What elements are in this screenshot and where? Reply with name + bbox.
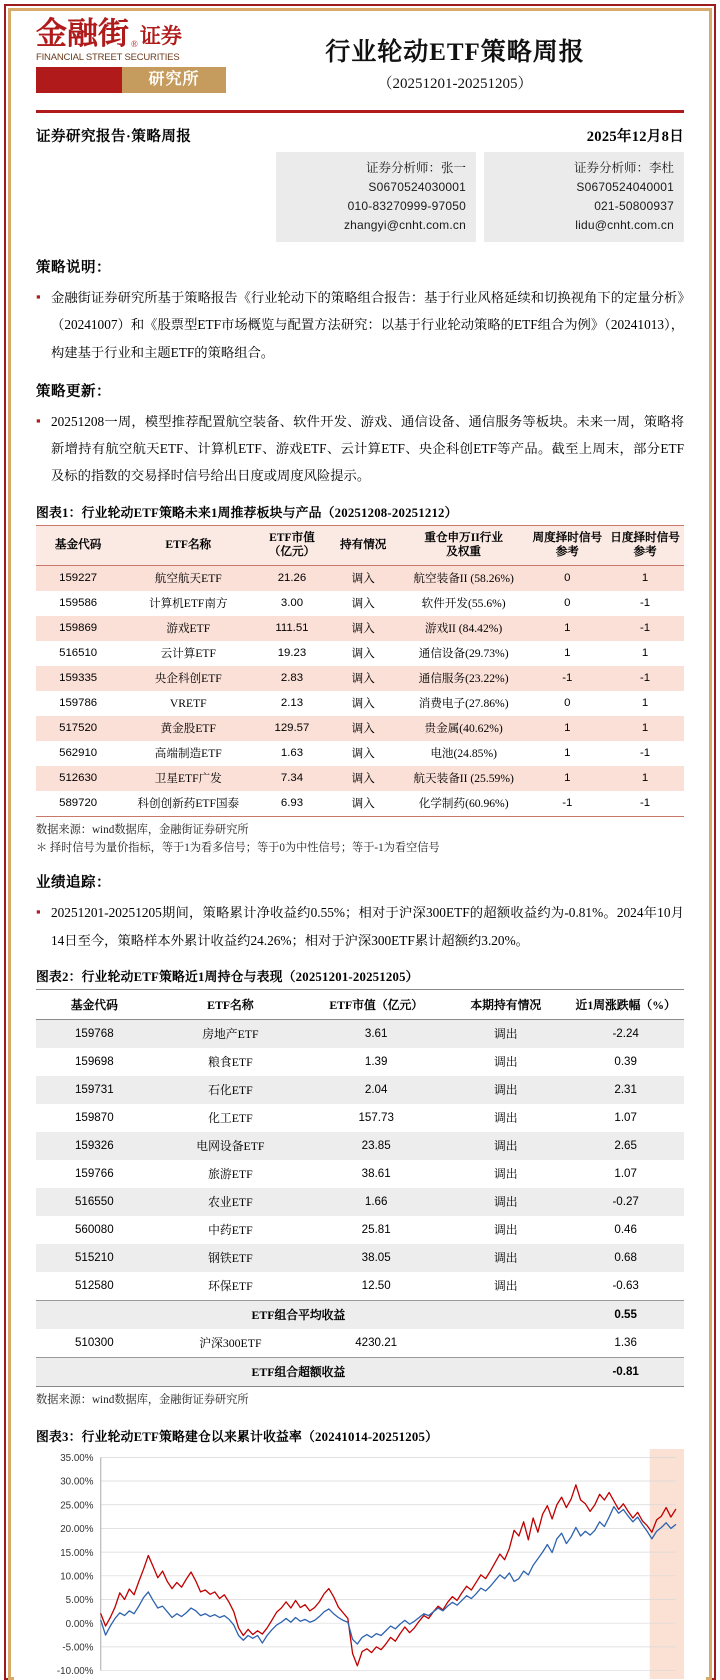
figure2-cell-holding-status: 调出 bbox=[444, 1076, 567, 1104]
figure1-cell-etf-name: 科创创新药ETF国泰 bbox=[120, 791, 256, 817]
figure1-cell-holding-status: 调入 bbox=[351, 747, 375, 761]
table-row bbox=[36, 1160, 684, 1188]
figure1-cell-fund-code: 159786 bbox=[59, 697, 98, 710]
figure1-cell-holding-status: 调入 bbox=[328, 565, 399, 591]
figure1-cell-daily-signal: -1 bbox=[606, 666, 684, 691]
figure2-avg-label: ETF组合平均收益 bbox=[153, 1300, 445, 1329]
chart-ytick-label: 0.00% bbox=[65, 1618, 94, 1630]
chart-ytick-label: 30.00% bbox=[60, 1476, 94, 1488]
table-row bbox=[36, 716, 684, 741]
figure2-cell-market-value: 1.66 bbox=[308, 1188, 444, 1216]
figure1-cell-daily-signal: -1 bbox=[606, 616, 684, 641]
figure1-table-head bbox=[36, 525, 684, 565]
figure2-cell-holding-status: 调出 bbox=[444, 1244, 567, 1272]
figure2-cell-weekly-change: 0.39 bbox=[614, 1055, 637, 1069]
logo-red-block bbox=[36, 67, 122, 93]
figure1-cell-daily-signal: 1 bbox=[641, 647, 649, 660]
figure2-average-return-row bbox=[36, 1300, 684, 1329]
figure2-table-head bbox=[36, 989, 684, 1019]
table-row bbox=[36, 766, 684, 791]
figure1-cell-top-industry: 消费电子(27.86%) bbox=[418, 697, 509, 711]
figure2-col-market-value: ETF市值（亿元） bbox=[308, 989, 444, 1019]
figure1-cell-daily-signal: 1 bbox=[606, 766, 684, 791]
figure2-benchmark-fund-code: 510300 bbox=[74, 1336, 114, 1350]
figure2-cell-weekly-change: -0.27 bbox=[567, 1188, 684, 1216]
figure2-cell-market-value: 25.81 bbox=[361, 1223, 391, 1237]
figure2-cell-etf-name: 中药ETF bbox=[208, 1223, 253, 1238]
figure2-cell-market-value: 3.61 bbox=[308, 1019, 444, 1048]
figure3-chart bbox=[36, 1449, 684, 1679]
figure1-cell-fund-code: 159335 bbox=[36, 666, 120, 691]
figure1-cell-weekly-signal: -1 bbox=[528, 791, 606, 817]
figure1-cell-top-industry: 化学制药(60.96%) bbox=[399, 791, 529, 817]
figure1-cell-holding-status: 调入 bbox=[328, 616, 399, 641]
figure1-cell-fund-code: 159869 bbox=[36, 616, 120, 641]
figure1-cell-top-industry: 通信服务(23.22%) bbox=[399, 666, 529, 691]
figure2-cell-market-value: 23.85 bbox=[308, 1132, 444, 1160]
figure2-cell-fund-code: 159766 bbox=[74, 1167, 114, 1181]
bullet-dot-icon: ▪ bbox=[36, 904, 41, 920]
figure1-cell-etf-name: 云计算ETF bbox=[160, 647, 216, 661]
figure2-cell-market-value: 38.05 bbox=[308, 1244, 444, 1272]
figure2-col-holding: 本期持有情况 bbox=[444, 989, 567, 1019]
figure1-cell-fund-code: 159227 bbox=[36, 565, 120, 591]
logo-chinese-name: 金融街 bbox=[36, 16, 129, 51]
figure2-cell-etf-name: 电网设备ETF bbox=[153, 1132, 309, 1160]
figure1-cell-market-value: 3.00 bbox=[280, 597, 304, 610]
strategy-update-text: 20251208一周，模型推荐配置航空装备、软件开发、游戏、通信设备、通信服务等板块。未来一周，策略将新增持有航空航天ETF、计算机ETF、游戏ETF、云计算ETF、央企科创ETF等产品。截至上周末，部分ETF及标的指数的交易择时信号给出日度或周度风险提示。 bbox=[51, 413, 684, 484]
figure1-cell-holding-status: 调入 bbox=[328, 766, 399, 791]
figure1-cell-weekly-signal: 1 bbox=[528, 716, 606, 741]
table-row bbox=[36, 616, 684, 641]
figure1-col-daily-signal: 日度择时信号 参考 bbox=[606, 525, 684, 565]
figure2-cell-etf-name: 农业ETF bbox=[153, 1188, 309, 1216]
figure2-cell-fund-code: 159731 bbox=[36, 1076, 153, 1104]
figure1-cell-etf-name: 高端制造ETF bbox=[154, 747, 222, 761]
table-row bbox=[36, 1244, 684, 1272]
figure2-excess-label: ETF组合超额收益 bbox=[153, 1357, 445, 1386]
figure2-header-row bbox=[36, 989, 684, 1019]
report-meta-row bbox=[36, 125, 684, 146]
figure2-cell-market-value: 1.39 bbox=[364, 1055, 388, 1069]
strategy-description-text: 金融街证券研究所基于策略报告《行业轮动下的策略组合报告：基于行业风格延续和切换视角下的定量分析》（20241007）和《股票型ETF市场概览与配置方法研究：以基于行业轮动策略的ETF组合为例》（20241013），构建基于行业和主题ETF的策略组合。 bbox=[51, 290, 684, 360]
strategy-update-bullet bbox=[36, 408, 684, 490]
figure1-cell-holding-status: 调入 bbox=[351, 647, 375, 661]
page-subtitle: （20251201-20251205） bbox=[377, 76, 533, 92]
figure1-cell-market-value: 1.63 bbox=[280, 747, 304, 760]
figure2-cell-market-value: 38.61 bbox=[361, 1167, 391, 1181]
figure2-source: 数据来源：wind数据库，金融街证券研究所 bbox=[36, 1393, 249, 1406]
figure1-cell-daily-signal: 1 bbox=[641, 697, 649, 710]
figure1-cell-market-value: 111.51 bbox=[256, 616, 327, 641]
figure1-cell-daily-signal: -1 bbox=[640, 747, 651, 760]
table-row bbox=[36, 1048, 684, 1076]
header-divider bbox=[36, 110, 684, 113]
analyst-1-name: 证券分析师：张一 bbox=[365, 161, 466, 175]
analyst-cards bbox=[36, 152, 684, 242]
figure1-cell-top-industry: 航空装备II (58.26%) bbox=[399, 565, 529, 591]
chart-ytick-label: -5.00% bbox=[62, 1642, 94, 1654]
figure2-cell-holding-status: 调出 bbox=[444, 1019, 567, 1048]
figure2-cell-weekly-change: -2.24 bbox=[567, 1019, 684, 1048]
figure2-cell-holding-status: 调出 bbox=[493, 1167, 518, 1182]
figure2-caption: 图表2：行业轮动ETF策略近1周持仓与表现（20251201-20251205） bbox=[36, 969, 419, 984]
figure1-cell-weekly-signal: 1 bbox=[528, 616, 606, 641]
table-row bbox=[36, 791, 684, 817]
table-row bbox=[36, 741, 684, 766]
figure1-cell-weekly-signal: 1 bbox=[564, 647, 571, 660]
figure2-cell-weekly-change: 1.07 bbox=[614, 1167, 637, 1181]
figure1-table bbox=[36, 525, 684, 817]
performance-text: 20251201-20251205期间，策略累计净收益约0.55%；相对于沪深300ETF的超额收益约为-0.81%。2024年10月14日至今，策略样本外累计收益约24.26%；相对于沪深300ETF累计超额约3.20%。 bbox=[51, 905, 684, 948]
figure1-cell-market-value: 6.93 bbox=[256, 791, 327, 817]
figure2-cell-market-value: 2.04 bbox=[308, 1076, 444, 1104]
figure1-cell-weekly-signal: 0 bbox=[528, 565, 606, 591]
chart-ytick-label: 10.00% bbox=[60, 1571, 94, 1583]
figure2-avg-label-pad bbox=[36, 1300, 153, 1329]
page-title: 行业轮动ETF策略周报 bbox=[325, 39, 585, 66]
figure1-cell-etf-name: 游戏ETF bbox=[120, 616, 256, 641]
figure1-cell-etf-name: 计算机ETF南方 bbox=[148, 597, 228, 611]
figure2-cell-fund-code: 560080 bbox=[74, 1223, 114, 1237]
figure2-cell-market-value: 12.50 bbox=[361, 1279, 391, 1293]
figure1-cell-daily-signal: 1 bbox=[606, 716, 684, 741]
figure2-cell-weekly-change: 0.46 bbox=[614, 1223, 637, 1237]
figure1-source-block bbox=[36, 822, 684, 858]
table-row bbox=[36, 1188, 684, 1216]
figure1-cell-fund-code: 562910 bbox=[59, 747, 98, 760]
company-logo bbox=[36, 18, 226, 93]
figure1-cell-weekly-signal: 0 bbox=[564, 597, 571, 610]
figure2-benchmark-etf-name: 沪深300ETF bbox=[199, 1336, 262, 1351]
figure1-cell-etf-name: 航空航天ETF bbox=[120, 565, 256, 591]
chart-ytick-label: 5.00% bbox=[65, 1595, 94, 1607]
title-block bbox=[226, 18, 684, 93]
chart-ytick-label: 20.00% bbox=[60, 1523, 94, 1535]
figure2-cell-holding-status: 调出 bbox=[493, 1223, 518, 1238]
table-row bbox=[36, 1216, 684, 1244]
analyst-1-phone: 010-83270999-97050 bbox=[347, 198, 466, 213]
table-row bbox=[36, 691, 684, 716]
figure1-cell-top-industry: 游戏II (84.42%) bbox=[399, 616, 529, 641]
figure2-table bbox=[36, 989, 684, 1387]
analyst-card-2 bbox=[484, 152, 684, 242]
figure2-cell-weekly-change: -0.63 bbox=[612, 1279, 639, 1293]
cumulative-return-chart bbox=[36, 1449, 684, 1679]
figure1-cell-weekly-signal: 0 bbox=[564, 697, 571, 710]
figure2-cell-fund-code: 516550 bbox=[36, 1188, 153, 1216]
chart-ytick-label: 35.00% bbox=[60, 1452, 94, 1464]
logo-securities-word: 证券 bbox=[139, 24, 182, 48]
figure2-cell-fund-code: 159698 bbox=[74, 1055, 114, 1069]
logo-wordmark bbox=[36, 18, 226, 49]
figure1-cell-weekly-signal: 1 bbox=[528, 766, 606, 791]
figure2-benchmark-row bbox=[36, 1329, 684, 1358]
figure1-cell-fund-code: 512630 bbox=[36, 766, 120, 791]
figure1-cell-market-value: 2.83 bbox=[256, 666, 327, 691]
figure2-benchmark-holding-status bbox=[444, 1329, 567, 1358]
figure1-cell-fund-code: 517520 bbox=[36, 716, 120, 741]
table-row bbox=[36, 591, 684, 616]
figure1-cell-etf-name: 黄金股ETF bbox=[120, 716, 256, 741]
table-row bbox=[36, 1132, 684, 1160]
figure2-cell-weekly-change: 0.68 bbox=[567, 1244, 684, 1272]
figure1-note: ＊ 择时信号为量价指标，等于1为看多信号；等于0为中性信号；等于-1为看空信号 bbox=[36, 841, 440, 854]
figure2-cell-etf-name: 房地产ETF bbox=[153, 1019, 309, 1048]
figure2-cell-holding-status: 调出 bbox=[493, 1279, 518, 1294]
figure2-cell-holding-status: 调出 bbox=[493, 1111, 518, 1126]
strategy-description-bullet bbox=[36, 284, 684, 366]
analyst-1-license: S0670524030001 bbox=[368, 180, 466, 195]
figure1-col-top-industry: 重仓申万II行业 及权重 bbox=[399, 525, 529, 565]
logo-institute-badge: 研究所 bbox=[122, 67, 226, 93]
figure1-cell-etf-name: 央企科创ETF bbox=[120, 666, 256, 691]
report-date: 2025年12月8日 bbox=[586, 129, 684, 145]
figure1-cell-holding-status: 调入 bbox=[328, 791, 399, 817]
figure2-excess-label-pad bbox=[36, 1357, 153, 1386]
figure1-cell-top-industry: 航天装备II (25.59%) bbox=[399, 766, 529, 791]
chart-highlight-band bbox=[650, 1449, 684, 1679]
figure2-cell-etf-name: 旅游ETF bbox=[208, 1167, 253, 1182]
figure1-cell-fund-code: 159586 bbox=[59, 597, 98, 610]
figure1-cell-holding-status: 调入 bbox=[351, 597, 375, 611]
table-row bbox=[36, 1019, 684, 1048]
figure2-cell-fund-code: 515210 bbox=[36, 1244, 153, 1272]
table-row bbox=[36, 565, 684, 591]
analyst-2-phone: 021-50800937 bbox=[594, 198, 674, 213]
performance-bullet bbox=[36, 899, 684, 954]
figure2-cell-weekly-change: 1.07 bbox=[614, 1111, 637, 1125]
figure1-col-weekly-signal: 周度择时信号 参考 bbox=[528, 525, 606, 565]
chart-ytick-label: 15.00% bbox=[60, 1547, 94, 1559]
figure1-cell-daily-signal: -1 bbox=[640, 597, 651, 610]
figure1-col-etf-name: ETF名称 bbox=[120, 525, 256, 565]
bullet-dot-icon: ▪ bbox=[36, 289, 41, 305]
figure2-cell-weekly-change: 2.65 bbox=[567, 1132, 684, 1160]
logo-english-name: FINANCIAL STREET SECURITIES bbox=[36, 52, 180, 63]
logo-banner bbox=[36, 67, 226, 93]
figure1-source: 数据来源：wind数据库，金融街证券研究所 bbox=[36, 823, 249, 836]
figure1-cell-market-value: 129.57 bbox=[256, 716, 327, 741]
figure2-cell-holding-status: 调出 bbox=[493, 1055, 518, 1070]
page-content bbox=[14, 12, 706, 1680]
table-row bbox=[36, 1104, 684, 1132]
figure1-cell-top-industry: 软件开发(55.6%) bbox=[421, 597, 506, 611]
figure1-cell-fund-code: 516510 bbox=[59, 647, 98, 660]
performance-heading: 业绩追踪： bbox=[36, 875, 111, 892]
masthead bbox=[36, 12, 684, 108]
figure2-col-etf-name: ETF名称 bbox=[153, 989, 309, 1019]
figure1-cell-fund-code: 589720 bbox=[36, 791, 120, 817]
figure2-col-weekly-change: 近1周涨跌幅（%） bbox=[567, 989, 684, 1019]
figure1-cell-holding-status: 调入 bbox=[328, 666, 399, 691]
figure1-cell-weekly-signal: 1 bbox=[564, 747, 571, 760]
table-row bbox=[36, 1076, 684, 1104]
figure1-col-market-value: ETF市值 （亿元） bbox=[256, 525, 327, 565]
table-row bbox=[36, 1272, 684, 1301]
figure3-caption: 图表3：行业轮动ETF策略建仓以来累计收益率（20241014-20251205） bbox=[36, 1429, 439, 1444]
figure2-cell-etf-name: 化工ETF bbox=[208, 1111, 253, 1126]
figure2-excess-return-row bbox=[36, 1357, 684, 1386]
figure2-cell-holding-status: 调出 bbox=[444, 1132, 567, 1160]
figure1-cell-weekly-signal: -1 bbox=[528, 666, 606, 691]
figure1-col-holding: 持有情况 bbox=[328, 525, 399, 565]
figure1-cell-market-value: 2.13 bbox=[280, 697, 304, 710]
table-row bbox=[36, 641, 684, 666]
figure2-excess-pad bbox=[444, 1357, 567, 1386]
figure1-cell-market-value: 7.34 bbox=[256, 766, 327, 791]
figure2-cell-etf-name: 石化ETF bbox=[153, 1076, 309, 1104]
figure1-cell-holding-status: 调入 bbox=[328, 716, 399, 741]
figure2-cell-market-value: 157.73 bbox=[358, 1111, 394, 1125]
figure2-cell-etf-name: 环保ETF bbox=[208, 1279, 253, 1294]
logo-registered-mark: ® bbox=[131, 39, 138, 49]
figure2-cell-etf-name: 钢铁ETF bbox=[153, 1244, 309, 1272]
figure2-cell-fund-code: 159870 bbox=[74, 1111, 114, 1125]
figure2-cell-holding-status: 调出 bbox=[444, 1188, 567, 1216]
figure2-excess-value: -0.81 bbox=[567, 1357, 684, 1386]
table-row bbox=[36, 666, 684, 691]
analyst-2-name: 证券分析师：李杜 bbox=[573, 161, 674, 175]
figure2-cell-fund-code: 159326 bbox=[36, 1132, 153, 1160]
figure2-table-body bbox=[36, 1019, 684, 1386]
figure2-cell-fund-code: 159768 bbox=[36, 1019, 153, 1048]
figure1-table-body bbox=[36, 565, 684, 816]
figure1-col-fund-code: 基金代码 bbox=[36, 525, 120, 565]
analyst-2-license: S0670524040001 bbox=[576, 180, 674, 195]
figure1-cell-etf-name: 卫星ETF广发 bbox=[120, 766, 256, 791]
figure2-col-fund-code: 基金代码 bbox=[36, 989, 153, 1019]
figure2-avg-pad bbox=[444, 1300, 567, 1329]
figure1-cell-top-industry: 贵金属(40.62%) bbox=[399, 716, 529, 741]
figure2-benchmark-weekly-change: 1.36 bbox=[614, 1336, 637, 1350]
figure1-caption: 图表1：行业轮动ETF策略未来1周推荐板块与产品（20251208-20251212） bbox=[36, 505, 458, 520]
figure1-header-row bbox=[36, 525, 684, 565]
report-kind-label: 证券研究报告·策略周报 bbox=[36, 129, 192, 145]
figure1-cell-market-value: 19.23 bbox=[277, 647, 307, 660]
figure2-cell-weekly-change: 2.31 bbox=[567, 1076, 684, 1104]
figure1-cell-market-value: 21.26 bbox=[256, 565, 327, 591]
analyst-2-email[interactable]: lidu@cnht.com.cn bbox=[575, 217, 674, 232]
figure2-cell-fund-code: 512580 bbox=[74, 1279, 114, 1293]
figure1-cell-top-industry: 通信设备(29.73%) bbox=[418, 647, 509, 661]
chart-ytick-label: 25.00% bbox=[60, 1500, 94, 1512]
figure1-cell-holding-status: 调入 bbox=[351, 697, 375, 711]
bullet-dot-icon: ▪ bbox=[36, 412, 41, 428]
analyst-card-1 bbox=[276, 152, 476, 242]
figure2-cell-etf-name: 粮食ETF bbox=[208, 1055, 253, 1070]
chart-ytick-label: -10.00% bbox=[56, 1666, 94, 1678]
figure2-avg-value: 0.55 bbox=[567, 1300, 684, 1329]
chart-series-strategy bbox=[101, 1485, 676, 1666]
strategy-description-heading: 策略说明： bbox=[36, 260, 111, 277]
analyst-1-email[interactable]: zhangyi@cnht.com.cn bbox=[343, 217, 466, 232]
figure1-cell-etf-name: VRETF bbox=[169, 696, 207, 710]
figure2-benchmark-market-value: 4230.21 bbox=[355, 1336, 398, 1350]
figure1-cell-top-industry: 电池(24.85%) bbox=[430, 747, 497, 761]
strategy-update-heading: 策略更新： bbox=[36, 383, 111, 400]
figure1-cell-daily-signal: -1 bbox=[606, 791, 684, 817]
figure1-cell-daily-signal: 1 bbox=[606, 565, 684, 591]
